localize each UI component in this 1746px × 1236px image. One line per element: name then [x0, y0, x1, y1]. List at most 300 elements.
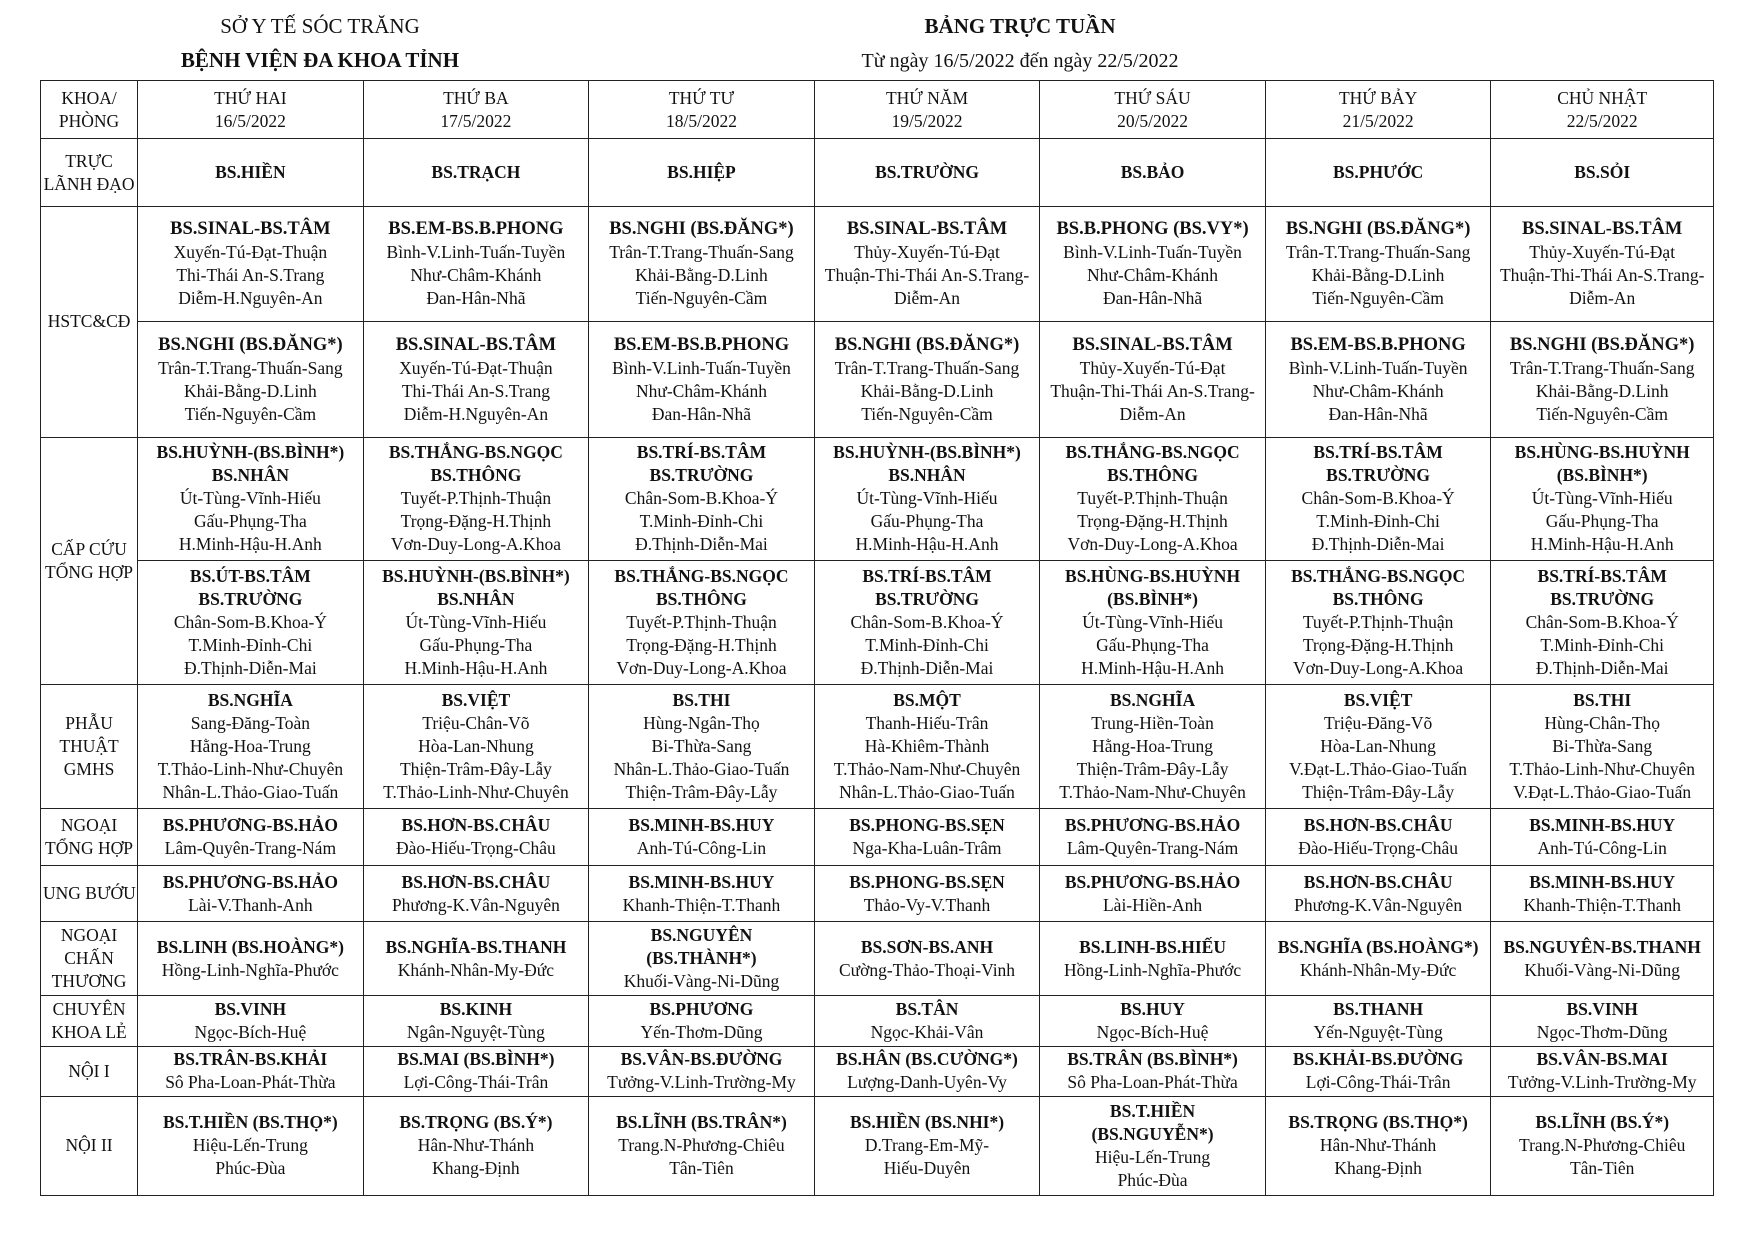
- day-name: THỨ BẢY: [1338, 87, 1418, 108]
- doctor-line: BS.HUỲNH-(BS.BÌNH*): [156, 442, 345, 463]
- doctor-line: BS.NHÂN: [211, 465, 290, 486]
- staff-line: Bình-V.Linh-Tuấn-Tuyền: [612, 357, 791, 378]
- duty-cell: [138, 1096, 364, 1195]
- duty-cell: [1491, 685, 1714, 809]
- doctor-line: BS.THÔNG: [430, 465, 522, 486]
- staff-line: Bình-V.Linh-Tuấn-Tuyền: [386, 242, 566, 263]
- doctor-line: BS.HƠN-BS.CHÂU: [1303, 815, 1453, 836]
- staff-line: T.Thảo-Linh-Như-Chuyên: [383, 781, 569, 802]
- doctor-line: BS.THẮNG-BS.NGỌC: [1065, 442, 1240, 463]
- staff-line: Bi-Thừa-Sang: [651, 735, 752, 756]
- duty-cell: [814, 139, 1040, 207]
- duty-cell: [1491, 1046, 1714, 1096]
- day-header-4: [814, 81, 1040, 139]
- doctor-line: BS.B.PHONG (BS.VY*): [1056, 219, 1249, 240]
- staff-line: Thuận-Thi-Thái An-S.Trang-: [824, 265, 1030, 286]
- duty-cell: [1491, 808, 1714, 866]
- doctor-line: BS.TRỌNG (BS.THỌ*): [1288, 1112, 1468, 1133]
- staff-line: Vơn-Duy-Long-A.Khoa: [390, 534, 561, 555]
- duty-cell: [1265, 866, 1491, 921]
- staff-line: CẤP CỨU: [51, 538, 127, 559]
- staff-line: Như-Châm-Khánh: [410, 265, 542, 286]
- staff-line: Khang-Định: [432, 1158, 520, 1179]
- staff-line: Ngọc-Thơm-Dũng: [1536, 1022, 1668, 1043]
- duty-cell: [1040, 139, 1266, 207]
- dept-name: [41, 139, 138, 207]
- doctor-line: (BS.NGUYỄN*): [1091, 1123, 1214, 1144]
- staff-line: Khuối-Vàng-Ni-Dũng: [1524, 959, 1680, 980]
- staff-line: Thủy-Xuyến-Tú-Đạt: [854, 242, 1000, 263]
- doctor-line: BS.HÙNG-BS.HUỲNH: [1065, 566, 1241, 587]
- doctor-line: BS.EM-BS.B.PHONG: [613, 334, 790, 355]
- dept-name: [41, 685, 138, 809]
- doctor-line: BS.SINAL-BS.TÂM: [395, 334, 557, 355]
- staff-line: Phương-K.Vân-Nguyên: [1294, 894, 1463, 915]
- doctor-line: BS.NGHI (BS.ĐĂNG*): [158, 334, 343, 355]
- staff-line: Khải-Bằng-D.Linh: [1535, 380, 1669, 401]
- duty-cell: [589, 866, 815, 921]
- dept-name: [41, 437, 138, 684]
- staff-line: T.Minh-Đỉnh-Chi: [639, 511, 764, 532]
- doctor-line: BS.THANH: [1333, 999, 1424, 1020]
- duty-cell: [814, 437, 1040, 561]
- doctor-line: BS.NGHĨA: [1110, 689, 1196, 710]
- staff-line: Thuận-Thi-Thái An-S.Trang-: [1499, 265, 1705, 286]
- doctor-line: BS.THẮNG-BS.NGỌC: [1291, 566, 1466, 587]
- staff-line: Diễm-An: [893, 288, 961, 309]
- org-name: SỞ Y TẾ SÓC TRĂNG: [220, 14, 420, 38]
- roster-row: [41, 996, 1714, 1046]
- duty-cell: [814, 996, 1040, 1046]
- doctor-line: BS.SỎI: [1574, 162, 1631, 183]
- duty-cell: [138, 139, 364, 207]
- staff-line: Thiện-Trâm-Đây-Lẫy: [1076, 758, 1229, 779]
- staff-line: Gấu-Phụng-Tha: [870, 511, 984, 532]
- duty-cell: [589, 808, 815, 866]
- day-header-5: [1040, 81, 1266, 139]
- staff-line: PHẪU: [65, 712, 113, 733]
- staff-line: Trang.N-Phương-Chiêu: [1519, 1135, 1686, 1156]
- doctor-line: BS.TRÍ-BS.TÂM: [1537, 566, 1667, 587]
- duty-cell: [1040, 207, 1266, 322]
- staff-line: Sô Pha-Loan-Phát-Thừa: [165, 1072, 336, 1093]
- doctor-line: BS.PHƯỚC: [1332, 162, 1424, 183]
- dept-name: [41, 207, 138, 437]
- staff-line: Đ.Thịnh-Diễn-Mai: [1311, 534, 1445, 555]
- roster-row: [41, 1046, 1714, 1096]
- doctor-line: BS.TRÍ-BS.TÂM: [1313, 442, 1443, 463]
- staff-line: Khuối-Vàng-Ni-Dũng: [623, 971, 780, 992]
- staff-line: Đ.Thịnh-Diễn-Mai: [184, 658, 317, 679]
- doctor-line: BS.HƠN-BS.CHÂU: [401, 871, 551, 892]
- duty-cell: [1040, 685, 1266, 809]
- dept-name: [41, 996, 138, 1046]
- doctor-line: BS.NGHĨA (BS.HOÀNG*): [1277, 936, 1479, 957]
- duty-cell: [589, 437, 815, 561]
- duty-cell: [363, 1046, 589, 1096]
- staff-line: Như-Châm-Khánh: [1087, 265, 1219, 286]
- duty-cell: [363, 866, 589, 921]
- staff-line: Nhân-L.Thảo-Giao-Tuấn: [162, 781, 339, 802]
- staff-line: Chân-Som-B.Khoa-Ý: [624, 488, 779, 509]
- duty-cell: [1265, 1046, 1491, 1096]
- doctor-line: BS.TÂN: [895, 999, 959, 1020]
- doctor-line: BS.TRƯỜNG: [875, 162, 979, 183]
- staff-line: H.Minh-Hậu-H.Anh: [178, 534, 322, 555]
- doctor-line: BS.KINH: [439, 999, 513, 1020]
- staff-line: Xuyến-Tú-Đạt-Thuận: [173, 242, 328, 263]
- duty-cell: [1265, 561, 1491, 685]
- doctor-line: BS.PHONG-BS.SẸN: [849, 815, 1005, 836]
- duty-cell: [814, 808, 1040, 866]
- staff-line: Chân-Som-B.Khoa-Ý: [173, 612, 327, 633]
- staff-line: Khải-Bằng-D.Linh: [860, 380, 994, 401]
- staff-line: Lài-V.Thanh-Anh: [188, 894, 313, 915]
- staff-line: T.Minh-Đỉnh-Chi: [188, 635, 313, 656]
- staff-line: Đào-Hiếu-Trọng-Châu: [1298, 838, 1458, 859]
- staff-line: Diễm-An: [1569, 288, 1636, 309]
- day-date: 22/5/2022: [1566, 110, 1638, 131]
- duty-cell: [363, 996, 589, 1046]
- doctor-line: (BS.THÀNH*): [646, 948, 757, 969]
- staff-line: Nhân-L.Thảo-Giao-Tuấn: [839, 781, 1015, 802]
- duty-cell: [138, 866, 364, 921]
- doctor-line: BS.NGUYÊN-BS.THANH: [1503, 936, 1701, 957]
- roster-row: [41, 1096, 1714, 1195]
- staff-line: Hòa-Lan-Nhung: [1320, 735, 1436, 756]
- staff-line: Vơn-Duy-Long-A.Khoa: [1067, 534, 1238, 555]
- staff-line: T.Minh-Đỉnh-Chi: [865, 635, 989, 656]
- duty-cell: [1265, 207, 1491, 322]
- staff-line: Khánh-Nhân-My-Đức: [1299, 959, 1457, 980]
- duty-cell: [1491, 996, 1714, 1046]
- day-name: THỨ NĂM: [885, 87, 969, 108]
- duty-cell: [363, 322, 589, 437]
- doctor-line: BS.NGHĨA: [207, 689, 293, 710]
- duty-cell: [1265, 921, 1491, 996]
- duty-cell: [1265, 685, 1491, 809]
- doctor-line: BS.TRỌNG (BS.Ý*): [399, 1112, 553, 1133]
- staff-line: Diễm-H.Nguyên-An: [403, 403, 549, 424]
- staff-line: Lượng-Danh-Uyên-Vy: [847, 1072, 1007, 1093]
- staff-line: Thảo-Vy-V.Thanh: [863, 894, 991, 915]
- staff-line: Trân-T.Trang-Thuấn-Sang: [158, 357, 343, 378]
- staff-line: Trang.N-Phương-Chiêu: [618, 1135, 785, 1156]
- doctor-line: BS.MINH-BS.HUY: [1529, 871, 1676, 892]
- roster-row: [41, 322, 1714, 437]
- doctor-line: BS.MINH-BS.HUY: [628, 871, 775, 892]
- duty-cell: [1040, 561, 1266, 685]
- staff-line: D.Trang-Em-Mỹ-: [864, 1135, 990, 1156]
- doctor-line: BS.LINH (BS.HOÀNG*): [156, 936, 344, 957]
- doctor-line: BS.KHẢI-BS.ĐƯỜNG: [1292, 1049, 1464, 1070]
- staff-line: Chân-Som-B.Khoa-Ý: [1525, 612, 1679, 633]
- staff-line: Hân-Như-Thánh: [417, 1135, 535, 1156]
- duty-cell: [1040, 1046, 1266, 1096]
- doctor-line: BS.MỘT: [893, 689, 961, 710]
- staff-line: H.Minh-Hậu-H.Anh: [1530, 534, 1674, 555]
- duty-cell: [1491, 207, 1714, 322]
- staff-line: Bi-Thừa-Sang: [1552, 735, 1653, 756]
- staff-line: Yến-Thơm-Dũng: [640, 1022, 763, 1043]
- duty-cell: [589, 996, 815, 1046]
- roster-row: [41, 685, 1714, 809]
- duty-cell: [138, 207, 364, 322]
- document-period: Từ ngày 16/5/2022 đến ngày 22/5/2022: [861, 50, 1179, 72]
- duty-cell: [363, 685, 589, 809]
- staff-line: T.Thảo-Nam-Như-Chuyên: [833, 758, 1021, 779]
- duty-cell: [1265, 808, 1491, 866]
- roster-row: [41, 139, 1714, 207]
- staff-line: Phương-K.Vân-Nguyên: [391, 894, 560, 915]
- staff-line: Gấu-Phụng-Tha: [419, 635, 533, 656]
- staff-line: Út-Tùng-Vĩnh-Hiếu: [179, 488, 321, 509]
- dept-column-header: [41, 81, 138, 139]
- staff-line: Trân-T.Trang-Thuấn-Sang: [834, 357, 1020, 378]
- doctor-line: BS.NHÂN: [888, 465, 966, 486]
- staff-line: Diễm-H.Nguyên-An: [178, 288, 323, 309]
- doctor-line: BS.THÔNG: [1332, 589, 1424, 610]
- duty-cell: [589, 1096, 815, 1195]
- duty-cell: [138, 685, 364, 809]
- staff-line: Thanh-Hiếu-Trân: [865, 712, 989, 733]
- duty-cell: [363, 561, 589, 685]
- duty-cell: [814, 322, 1040, 437]
- day-date: 18/5/2022: [665, 110, 737, 131]
- day-name: CHỦ NHẬT: [1557, 87, 1648, 108]
- doctor-line: BS.TRÍ-BS.TÂM: [862, 566, 992, 587]
- day-date: 16/5/2022: [214, 110, 286, 131]
- staff-line: Tiến-Nguyên-Cầm: [1312, 288, 1444, 309]
- staff-line: Lài-Hiền-Anh: [1102, 894, 1203, 915]
- day-header-1: [138, 81, 364, 139]
- duty-cell: [814, 561, 1040, 685]
- staff-line: LÃNH ĐẠO: [43, 173, 135, 194]
- roster-row: [41, 437, 1714, 561]
- duty-cell: [363, 1096, 589, 1195]
- duty-cell: [1040, 921, 1266, 996]
- staff-line: Thi-Thái An-S.Trang: [176, 265, 325, 286]
- duty-cell: [1265, 1096, 1491, 1195]
- document-title: BẢNG TRỰC TUẦN: [924, 14, 1116, 38]
- duty-cell: [814, 685, 1040, 809]
- staff-line: Tuyết-P.Thịnh-Thuận: [1077, 488, 1228, 509]
- staff-line: Út-Tùng-Vĩnh-Hiếu: [856, 488, 998, 509]
- roster-row: [41, 866, 1714, 921]
- doctor-line: BS.T.HIỀN: [1109, 1100, 1196, 1121]
- day-date: 21/5/2022: [1342, 110, 1414, 131]
- hospital-name: BỆNH VIỆN ĐA KHOA TỈNH: [180, 48, 460, 72]
- staff-line: H.Minh-Hậu-H.Anh: [404, 658, 548, 679]
- staff-line: Khải-Bằng-D.Linh: [635, 265, 768, 286]
- staff-line: Tiến-Nguyên-Cầm: [184, 403, 317, 424]
- duty-cell: [363, 808, 589, 866]
- doctor-line: BS.SINAL-BS.TÂM: [170, 219, 331, 240]
- duty-cell: [1491, 139, 1714, 207]
- duty-cell: [1040, 322, 1266, 437]
- staff-line: Sang-Đăng-Toàn: [190, 712, 311, 733]
- day-name: THỨ HAI: [214, 87, 287, 108]
- doctor-line: BS.HIỀN (BS.NHI*): [849, 1112, 1005, 1133]
- duty-cell: [589, 139, 815, 207]
- staff-line: Thiện-Trâm-Đây-Lẫy: [399, 758, 552, 779]
- day-date: 17/5/2022: [440, 110, 512, 131]
- doctor-line: BS.THI: [672, 689, 731, 710]
- staff-line: Tân-Tiên: [1569, 1158, 1635, 1179]
- dept-name: [41, 866, 138, 921]
- duty-cell: [814, 921, 1040, 996]
- doctor-line: BS.THI: [1573, 689, 1632, 710]
- doctor-line: BS.VÂN-BS.MAI: [1536, 1049, 1668, 1070]
- staff-line: Ngân-Nguyệt-Tùng: [406, 1022, 545, 1043]
- staff-line: H.Minh-Hậu-H.Anh: [1081, 658, 1224, 679]
- doctor-line: BS.VÂN-BS.ĐƯỜNG: [620, 1049, 783, 1070]
- staff-line: HSTC&CĐ: [47, 311, 131, 332]
- doctor-line: BS.TRÂN-BS.KHẢI: [173, 1049, 328, 1070]
- duty-cell: [814, 207, 1040, 322]
- staff-line: T.Thảo-Linh-Như-Chuyên: [157, 758, 344, 779]
- doctor-line: BS.VINH: [1566, 999, 1638, 1020]
- staff-line: Đ.Thịnh-Diễn-Mai: [860, 658, 994, 679]
- staff-line: Trân-T.Trang-Thuấn-Sang: [1285, 242, 1471, 263]
- duty-cell: [1265, 996, 1491, 1046]
- doctor-line: BS.ÚT-BS.TÂM: [189, 566, 311, 587]
- staff-line: Nhân-L.Thảo-Giao-Tuấn: [613, 758, 790, 779]
- duty-cell: [589, 1046, 815, 1096]
- doctor-line: BS.MINH-BS.HUY: [1529, 815, 1676, 836]
- duty-cell: [1491, 322, 1714, 437]
- dept-name: [41, 808, 138, 866]
- staff-line: Lâm-Quyên-Trang-Nám: [1066, 838, 1239, 859]
- day-name: THỨ BA: [443, 87, 509, 108]
- staff-line: Khánh-Nhân-My-Đức: [397, 959, 555, 980]
- staff-line: Yến-Nguyệt-Tùng: [1313, 1022, 1443, 1043]
- day-date: 20/5/2022: [1117, 110, 1189, 131]
- staff-line: Gấu-Phụng-Tha: [193, 511, 307, 532]
- dept-name: [41, 921, 138, 996]
- staff-line: Hiếu-Duyên: [883, 1158, 971, 1179]
- staff-line: Trân-T.Trang-Thuấn-Sang: [609, 242, 794, 263]
- staff-line: Khải-Bằng-D.Linh: [184, 380, 317, 401]
- staff-line: Lợi-Công-Thái-Trân: [403, 1072, 549, 1093]
- day-header-7: [1491, 81, 1714, 139]
- staff-line: Đan-Hân-Nhã: [1328, 403, 1428, 424]
- staff-line: Trọng-Đặng-H.Thịnh: [626, 635, 777, 656]
- staff-line: Anh-Tú-Công-Lin: [1537, 838, 1667, 859]
- staff-line: NỘI I: [68, 1060, 110, 1081]
- doctor-line: BS.THẮNG-BS.NGỌC: [388, 442, 563, 463]
- staff-line: Triệu-Chân-Võ: [422, 712, 530, 733]
- doctor-line: BS.TRẠCH: [431, 162, 521, 183]
- staff-line: Anh-Tú-Công-Lin: [636, 838, 767, 859]
- staff-line: Hùng-Chân-Thọ: [1544, 712, 1661, 733]
- roster-row: [41, 921, 1714, 996]
- staff-line: Hằng-Hoa-Trung: [1092, 735, 1213, 756]
- doctor-line: BS.THẮNG-BS.NGỌC: [614, 566, 789, 587]
- staff-line: Khanh-Thiện-T.Thanh: [622, 894, 781, 915]
- doctor-line: BS.LĨNH (BS.TRÂN*): [616, 1112, 787, 1133]
- staff-line: Phúc-Đùa: [215, 1158, 286, 1179]
- duty-cell: [1491, 866, 1714, 921]
- doctor-line: (BS.BÌNH*): [1107, 589, 1199, 610]
- staff-line: Tuyết-P.Thịnh-Thuận: [400, 488, 552, 509]
- staff-line: TỔNG HỢP: [45, 838, 134, 859]
- staff-line: Thiện-Trâm-Đây-Lẫy: [1302, 781, 1455, 802]
- staff-line: Vơn-Duy-Long-A.Khoa: [616, 658, 787, 679]
- doctor-line: BS.NGUYÊN: [650, 925, 753, 946]
- doctor-line: BS.PHƯƠNG: [649, 999, 754, 1020]
- staff-line: Tưởng-V.Linh-Trường-My: [1507, 1072, 1697, 1093]
- staff-line: CHUYÊN: [52, 999, 126, 1020]
- staff-line: Tân-Tiên: [669, 1158, 734, 1179]
- doctor-line: BS.SƠN-BS.ANH: [860, 936, 994, 957]
- doctor-line: BS.NHÂN: [437, 589, 515, 610]
- staff-line: TRỰC: [65, 150, 113, 171]
- staff-line: Hân-Như-Thánh: [1319, 1135, 1437, 1156]
- doctor-line: BS.T.HIỀN (BS.THỌ*): [163, 1112, 338, 1133]
- staff-line: Gấu-Phụng-Tha: [1545, 511, 1659, 532]
- staff-line: GMHS: [63, 758, 115, 779]
- staff-line: NGOẠI: [60, 815, 118, 836]
- doctor-line: BS.SINAL-BS.TÂM: [1072, 334, 1233, 355]
- doctor-line: BS.TRÍ-BS.TÂM: [636, 442, 767, 463]
- doctor-line: BS.NGHI (BS.ĐĂNG*): [834, 334, 1020, 355]
- staff-line: Ngọc-Bích-Huệ: [1096, 1022, 1209, 1043]
- staff-line: Lợi-Công-Thái-Trân: [1305, 1072, 1451, 1093]
- staff-line: Gấu-Phụng-Tha: [1096, 635, 1209, 656]
- staff-line: V.Đạt-L.Thảo-Giao-Tuấn: [1513, 781, 1692, 802]
- duty-cell: [138, 808, 364, 866]
- staff-line: Út-Tùng-Vĩnh-Hiếu: [405, 612, 547, 633]
- staff-line: Hà-Khiêm-Thành: [864, 735, 990, 756]
- duty-cell: [138, 437, 364, 561]
- staff-line: Tưởng-V.Linh-Trường-My: [607, 1072, 796, 1093]
- duty-cell: [1265, 139, 1491, 207]
- duty-cell: [363, 921, 589, 996]
- staff-line: Sô Pha-Loan-Phát-Thừa: [1067, 1072, 1238, 1093]
- duty-cell: [1040, 808, 1266, 866]
- duty-cell: [814, 866, 1040, 921]
- staff-line: Tiến-Nguyên-Cầm: [1536, 403, 1668, 424]
- staff-line: Hiệu-Lến-Trung: [1095, 1146, 1211, 1167]
- duty-cell: [589, 685, 815, 809]
- staff-line: V.Đạt-L.Thảo-Giao-Tuấn: [1289, 758, 1468, 779]
- day-date: 19/5/2022: [891, 110, 963, 131]
- doctor-line: BS.BẢO: [1120, 162, 1185, 183]
- doctor-line: BS.NGHI (BS.ĐĂNG*): [1509, 334, 1695, 355]
- dept-name: [41, 1096, 138, 1195]
- staff-line: Chân-Som-B.Khoa-Ý: [1301, 488, 1455, 509]
- staff-line: Trân-T.Trang-Thuấn-Sang: [1509, 357, 1695, 378]
- duty-cell: [1040, 996, 1266, 1046]
- staff-line: Ngọc-Bích-Huệ: [194, 1022, 307, 1043]
- doctor-line: BS.PHƯƠNG-BS.HẢO: [162, 815, 339, 836]
- doctor-line: BS.TRƯỜNG: [198, 589, 303, 610]
- staff-line: THƯƠNG: [51, 971, 127, 992]
- staff-line: Khang-Định: [1334, 1158, 1422, 1179]
- duty-cell: [589, 921, 815, 996]
- staff-line: Hiệu-Lến-Trung: [192, 1135, 308, 1156]
- doctor-line: BS.PHƯƠNG-BS.HẢO: [1064, 815, 1241, 836]
- doctor-line: BS.MINH-BS.HUY: [628, 815, 775, 836]
- doctor-line: BS.NGHI (BS.ĐĂNG*): [1285, 219, 1471, 240]
- duty-cell: [138, 1046, 364, 1096]
- staff-line: UNG BƯỚU: [43, 883, 136, 904]
- staff-line: Chân-Som-B.Khoa-Ý: [850, 612, 1004, 633]
- duty-cell: [814, 1046, 1040, 1096]
- day-header-6: [1265, 81, 1491, 139]
- staff-line: Tuyết-P.Thịnh-Thuận: [626, 612, 777, 633]
